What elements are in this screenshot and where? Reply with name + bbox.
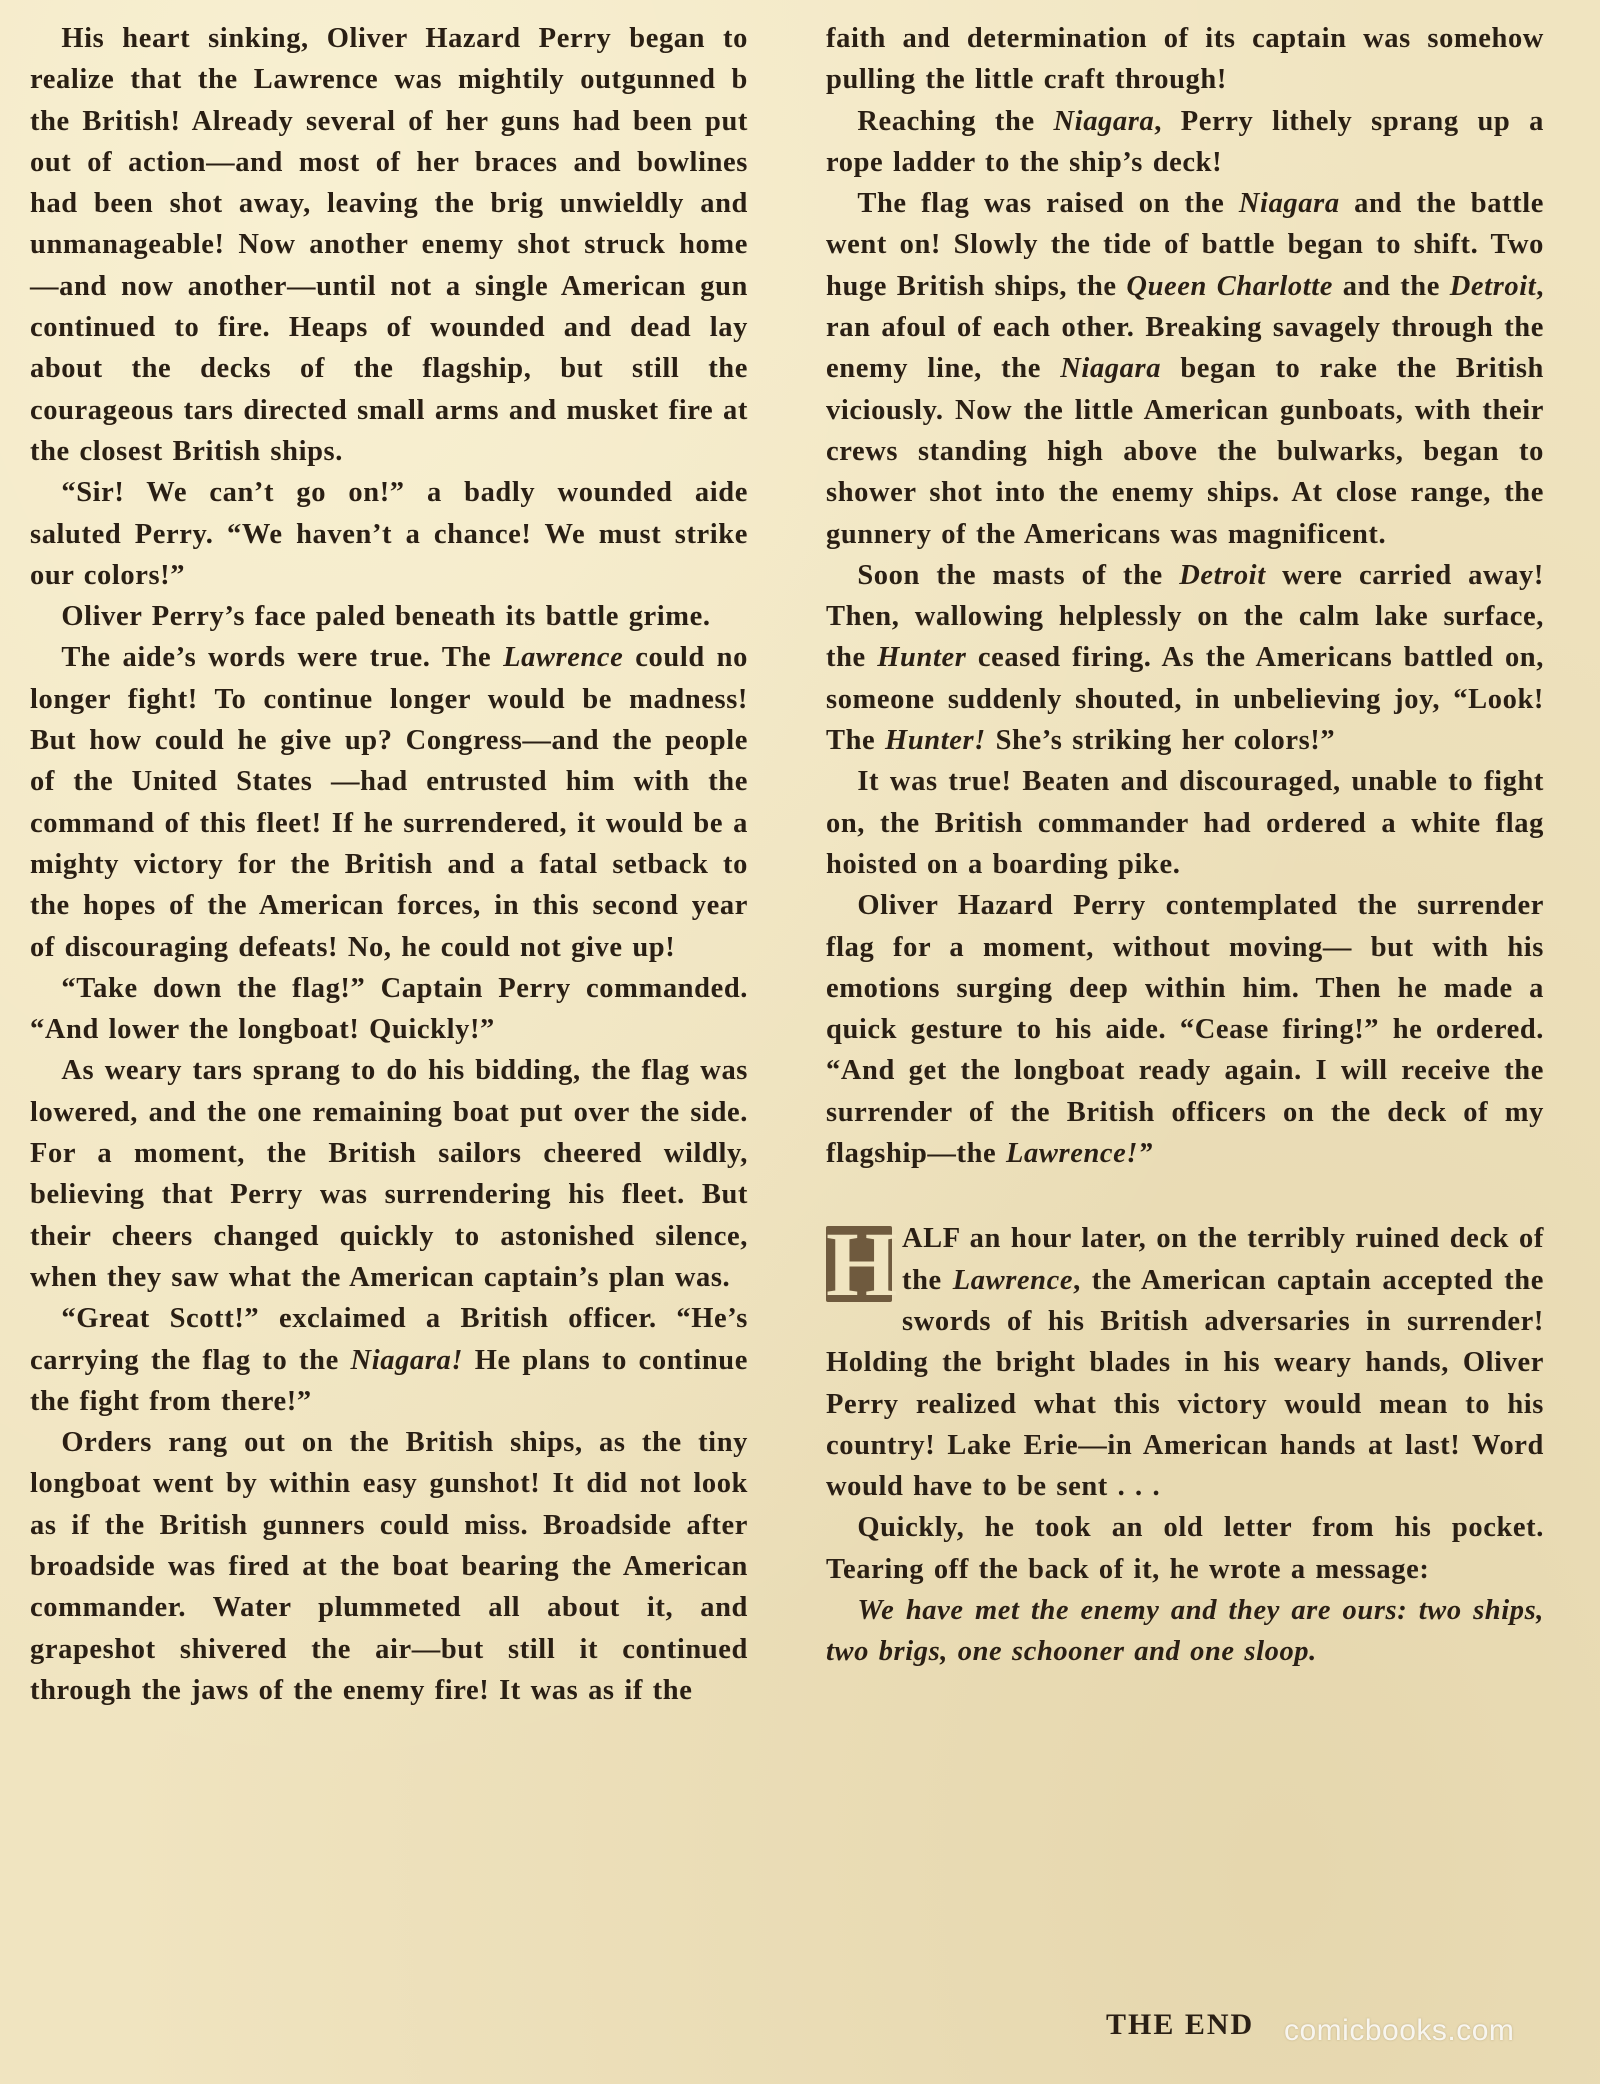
paragraph-text: “Sir! We can’t go on!” a badly wounded aide saluted Perry. “We haven’t a chance! We must strike our colors!” — [30, 477, 748, 591]
paragraph-text: “Take down the flag!” Captain Perry commanded. “And lower the longboat! Quickly!” — [30, 972, 748, 1046]
ship-name: Niagara — [1060, 353, 1162, 385]
paragraph-text: Quickly, he took an old letter from his pocket. Tearing off the back of it, he wrote a message: — [826, 1512, 1544, 1585]
paragraph-text: Soon the masts of the — [857, 559, 1180, 591]
ship-name: Hunter — [877, 642, 967, 674]
perry-message: We have met the enemy and they are ours: two ships, two brigs, one schooner and one sloop. — [826, 1594, 1544, 1668]
paragraph-text: , ran afoul of each other. Breaking savagely through the enemy line, the — [826, 270, 1545, 385]
drop-cap: H — [826, 1213, 899, 1316]
paragraph — [826, 1213, 1544, 1507]
ship-name: Lawrence — [952, 1264, 1074, 1296]
paragraph — [30, 1422, 748, 1711]
ship-name: Niagara! — [350, 1344, 464, 1376]
paragraph-text: Orders rang out on the British ships, as the tiny longboat went by within easy gunshot! It did not look as if the British gunners could miss. Broadside after broadside was fired at the boat bearing the American commander. Water plummeted all about it, and grapeshot shivered the air—but still it continued through the jaws of the enemy fire! It was as if the — [30, 1427, 748, 1706]
ship-name: Hunter! — [885, 725, 986, 757]
paragraph — [826, 761, 1544, 885]
left-text-column — [30, 18, 748, 1711]
paragraph — [826, 101, 1544, 184]
paragraph-text: Oliver Hazard Perry contemplated the surrender flag for a moment, without moving— but with his emotions surging deep within him. Then he made a quick gesture to his aide. “Cease firing!” he ordered. “And get the longboat ready again. I will receive the surrender of the British officers on the deck of my flagship—the — [826, 890, 1544, 1170]
paragraph-text: and the — [1332, 270, 1450, 302]
paragraph — [30, 1298, 748, 1422]
paragraph-text: faith and determination of its captain was somehow pulling the little craft through! — [826, 23, 1544, 96]
ship-name: Lawrence!” — [1006, 1138, 1153, 1170]
paragraph-text: As weary tars sprang to do his bidding, the flag was lowered, and the one remaining boat put over the side. For a moment, the British sailors cheered wildly, believing that Perry was surrendering his fleet. But their cheers changed quickly to astonished silence, when they saw what the American captain’s plan was. — [30, 1055, 748, 1293]
watermark: comicbooks.com — [1284, 2014, 1515, 2047]
paragraph-text: His heart sinking, Oliver Hazard Perry began to realize that the Lawrence was mightily outgunned b the British! Already several of her guns had been put out of action—and most of her braces and bowlines had been shot away, leaving the brig unwieldly and unmanageable! Now another enemy shot struck home —and now another—until not a single American gun continued to fire. Heaps of wounded and dead lay about the decks of the flagship, but still the courageous tars directed small arms and musket fire at the closest British ships. — [30, 23, 748, 467]
paragraph-text: , the American captain accepted the swords of his British adversaries in surrender! Holding the bright blades in his weary hands, Oliver Perry realized what this victory would mean to his country! Lake Erie—in American hands at last! Word would have to be sent . . . — [826, 1264, 1544, 1503]
ship-name: Detroit — [1179, 559, 1266, 591]
ship-name: Niagara — [1053, 105, 1155, 137]
paragraph-text: It was true! Beaten and discouraged, unable to fight on, the British commander had ordered a white flag hoisted on a boarding pike. — [826, 766, 1544, 880]
paragraph-text: Oliver Perry’s face paled beneath its battle grime. — [61, 601, 711, 633]
paragraph — [30, 596, 748, 637]
paragraph — [30, 472, 748, 596]
paragraph-text: could no longer fight! To continue longer would be madness! But how could he give up? Congress—and the people of the United States —had entrusted him with the command of this fleet! If he surrendered, it would be a mighty victory for the British and a fatal setback to the hopes of the American forces, in this second year of discouraging defeats! No, he could not give up! — [30, 642, 748, 963]
paragraph — [30, 637, 748, 967]
paragraph — [30, 968, 748, 1051]
paragraph-text: and the battle went on! Slowly the tide of battle began to shift. Two huge British ships, the — [826, 188, 1545, 302]
paragraph — [30, 18, 748, 472]
ship-name: Queen Charlotte — [1126, 270, 1333, 302]
section-break — [826, 1174, 1544, 1218]
paragraph — [826, 555, 1544, 761]
paragraph-text: “Great Scott!” exclaimed a British officer. “He’s carrying the flag to the — [30, 1303, 748, 1376]
paragraph-text: began to rake the British viciously. Now the little American gunboats, with their crews standing high above the bulwarks, began to shower shot into the enemy ships. At close range, the gunnery of the Americans was magnificent. — [826, 353, 1544, 550]
paragraph — [30, 1050, 748, 1298]
paragraph — [826, 18, 1544, 101]
paragraph-text: ALF an hour later, on the terribly ruined deck of the — [902, 1223, 1544, 1296]
paragraph — [826, 1507, 1544, 1590]
paragraph-text: The flag was raised on the — [857, 188, 1239, 220]
paragraph-text: were carried away! Then, wallowing helplessly on the calm lake surface, the — [826, 559, 1544, 674]
paragraph-text: She’s striking her colors!” — [985, 725, 1336, 757]
paragraph-text: , Perry lithely sprang up a rope ladder to the ship’s deck! — [826, 105, 1544, 178]
the-end-label: THE END — [1106, 2008, 1255, 2041]
ship-name: Detroit — [1449, 270, 1537, 302]
paragraph-text: He plans to continue the fight from there!” — [30, 1344, 748, 1417]
paragraph-text: Reaching the — [857, 105, 1054, 137]
paragraph — [826, 183, 1544, 555]
right-text-column — [826, 18, 1544, 1673]
paragraph-text: The aide’s words were true. The — [61, 642, 504, 674]
ship-name: Lawrence — [503, 642, 624, 674]
ship-name: Niagara — [1238, 188, 1340, 220]
paragraph-text: ceased firing. As the Americans battled on, someone suddenly shouted, in unbelieving joy, “Look! The — [826, 642, 1544, 757]
paragraph — [826, 885, 1544, 1174]
